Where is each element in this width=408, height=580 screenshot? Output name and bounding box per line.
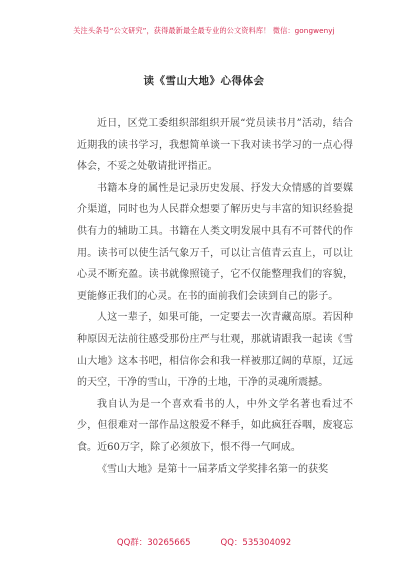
- qq-number: QQ：535304092: [220, 538, 292, 548]
- header-banner: 关注头条号“公文研究”，获得最新最全最专业的公文资料库！ 微信：gongwenyj: [73, 26, 335, 35]
- paragraph: 近日，区党工委组织部组织开展“党员读书月”活动，结合近期我的读书学习，我想简单谈一下我对读书学习的一点心得体会，不妥之处敬请批评指正。: [77, 118, 353, 173]
- paragraph: 《雪山大地》是第十一届茅盾文学奖排名第一的获奖: [97, 463, 329, 475]
- footer-contact: [0, 536, 408, 548]
- qq-group-number: QQ群：30265665: [116, 538, 191, 548]
- document-title: 读《雪山大地》心得体会: [143, 75, 265, 87]
- paragraph: 人这一辈子，如果可能，一定要去一次青藏高原。若因种种原因无法前往感受那份庄严与壮观，那就请跟我一起读《雪山大地》这本书吧，相信你会和我一样被那辽阔的草原，辽远的天空，干净的雪山，干净的土地，干净的灵魂所震撼。: [77, 312, 353, 389]
- document-body: [77, 113, 353, 480]
- paragraph: 书籍本身的属性是记录历史发展、抒发大众情感的首要媒介渠道，同时也为人民群众想要了解历史与丰富的知识经验提供有力的辅助工具。书籍在人类文明发展中具有不可替代的作用。读书可以使生活气象万千，可以让言值青云直上，可以让心灵不断充盈。读书就像照镜子，它不仅能整理我们的容貌，更能修正我们的心灵。在书的面前我们会读到自己的影子。: [77, 182, 353, 302]
- paragraph: 我自认为是一个喜欢看书的人，中外文学名著也看过不少，但很难对一部作品这般爱不释手，如此疯狂吞咽，废寝忘食。近60万字，除了必须放下，恨不得一气呵成。: [77, 398, 353, 453]
